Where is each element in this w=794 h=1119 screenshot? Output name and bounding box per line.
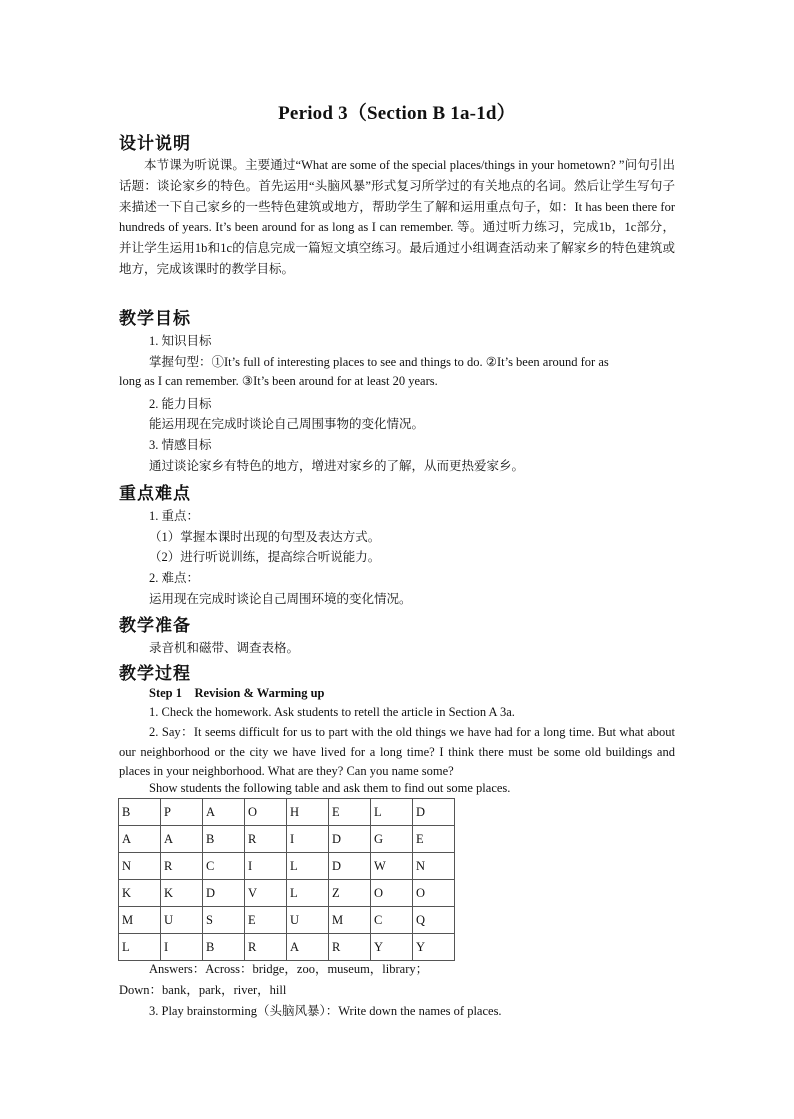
- grid-cell: H: [287, 799, 329, 826]
- page-title: Period 3（Section B 1a-1d）: [278, 103, 516, 124]
- grid-cell: D: [329, 826, 371, 853]
- grid-row: [119, 880, 455, 907]
- grid-cell: M: [329, 907, 371, 934]
- grid-cell: G: [371, 826, 413, 853]
- grid-cell: U: [287, 907, 329, 934]
- answers-line-a: Answers：Across：bridge，zoo，museum，library；: [149, 962, 429, 976]
- grid-row: [119, 907, 455, 934]
- process-item-2: 2. Say：It seems difficult for us to part with the old things we have had for a long time. But what about our neighborhood or the city we have lived for a long time? I think there must be some old buildings and places in your neighborhood. What are they? Can you name some?: [119, 725, 675, 778]
- grid-cell: O: [413, 880, 455, 907]
- grid-row: [119, 934, 455, 961]
- grid-cell: B: [119, 799, 161, 826]
- grid-cell: A: [203, 799, 245, 826]
- grid-cell: S: [203, 907, 245, 934]
- grid-cell: U: [161, 907, 203, 934]
- grid-cell: Y: [413, 934, 455, 961]
- keypoint-2-text: 运用现在完成时谈论自己周围环境的变化情况。: [149, 592, 412, 606]
- grid-cell: R: [329, 934, 371, 961]
- grid-cell: O: [371, 880, 413, 907]
- grid-cell: I: [245, 853, 287, 880]
- grid-cell: D: [203, 880, 245, 907]
- grid-row: [119, 826, 455, 853]
- grid-cell: C: [371, 907, 413, 934]
- grid-cell: V: [245, 880, 287, 907]
- grid-cell: I: [287, 826, 329, 853]
- keypoint-2-label: 2. 难点：: [149, 571, 200, 585]
- keypoint-1-b: （2）进行听说训练，提高综合听说能力。: [149, 550, 381, 564]
- grid-cell: R: [245, 934, 287, 961]
- heading-design: 设计说明: [119, 134, 191, 154]
- goal-1-text-b: long as I can remember. ③It’s been around for at least 20 years.: [119, 374, 438, 388]
- grid-cell: O: [245, 799, 287, 826]
- grid-cell: C: [203, 853, 245, 880]
- grid-cell: L: [287, 853, 329, 880]
- grid-cell: A: [119, 826, 161, 853]
- grid-cell: D: [413, 799, 455, 826]
- grid-cell: K: [119, 880, 161, 907]
- grid-cell: N: [413, 853, 455, 880]
- goal-1-label: 1. 知识目标: [149, 334, 212, 348]
- prep-text: 录音机和磁带、调查表格。: [149, 641, 300, 655]
- grid-cell: L: [371, 799, 413, 826]
- process-item-1: 1. Check the homework. Ask students to retell the article in Section A 3a.: [149, 705, 515, 719]
- grid-cell: B: [203, 826, 245, 853]
- heading-process: 教学过程: [119, 664, 191, 684]
- grid-cell: R: [161, 853, 203, 880]
- grid-cell: A: [287, 934, 329, 961]
- keypoint-1-a: （1）掌握本课时出现的句型及表达方式。: [149, 530, 381, 544]
- goal-1-text-a: 掌握句型：①It’s full of interesting places to see and things to do. ②It’s been around for as: [149, 355, 609, 369]
- grid-cell: K: [161, 880, 203, 907]
- grid-cell: E: [329, 799, 371, 826]
- grid-cell: N: [119, 853, 161, 880]
- grid-cell: W: [371, 853, 413, 880]
- design-paragraph: 本节课为听说课。主要通过“What are some of the special places/things in your hometown? ”问句引出话题：谈论家乡的特色。首先运用“头脑风暴”形式复习所学过的有关地点的名词。然后让学生写句子来描述一下自己家乡的一些特色建筑或地方，帮助学生了解和运用重点句子，如：It has been there for hundreds of years. It’s been around for as long as I can remember. 等。通过听力练习，完成1b，1c部分，并让学生运用1b和1c的信息完成一篇短文填空练习。最后通过小组调查活动来了解家乡的特色建筑或地方，完成该课时的教学目标。: [119, 158, 675, 276]
- keypoint-1-label: 1. 重点：: [149, 509, 200, 523]
- process-item-3: 3. Play brainstorming（头脑风暴）：Write down the names of places.: [149, 1004, 502, 1018]
- grid-cell: R: [245, 826, 287, 853]
- grid-cell: I: [161, 934, 203, 961]
- grid-cell: M: [119, 907, 161, 934]
- heading-keypoints: 重点难点: [119, 484, 191, 504]
- grid-row: [119, 853, 455, 880]
- goal-3-label: 3. 情感目标: [149, 438, 212, 452]
- heading-prep: 教学准备: [119, 616, 191, 636]
- grid-cell: D: [329, 853, 371, 880]
- step-1-heading: Step 1 Revision & Warming up: [149, 686, 325, 700]
- grid-cell: Q: [413, 907, 455, 934]
- answers-line-b: Down：bank，park，river，hill: [119, 983, 287, 997]
- grid-cell: L: [287, 880, 329, 907]
- grid-cell: L: [119, 934, 161, 961]
- heading-goals: 教学目标: [119, 309, 191, 329]
- process-table-intro: Show students the following table and ask them to find out some places.: [149, 781, 511, 795]
- grid-cell: Y: [371, 934, 413, 961]
- grid-cell: E: [245, 907, 287, 934]
- word-search-grid: [118, 798, 455, 961]
- grid-cell: A: [161, 826, 203, 853]
- goal-2-label: 2. 能力目标: [149, 397, 212, 411]
- grid-cell: Z: [329, 880, 371, 907]
- grid-cell: P: [161, 799, 203, 826]
- grid-row: [119, 799, 455, 826]
- goal-3-text: 通过谈论家乡有特色的地方，增进对家乡的了解，从而更热爱家乡。: [149, 459, 525, 473]
- grid-cell: B: [203, 934, 245, 961]
- goal-2-text: 能运用现在完成时谈论自己周围事物的变化情况。: [149, 417, 425, 431]
- grid-cell: E: [413, 826, 455, 853]
